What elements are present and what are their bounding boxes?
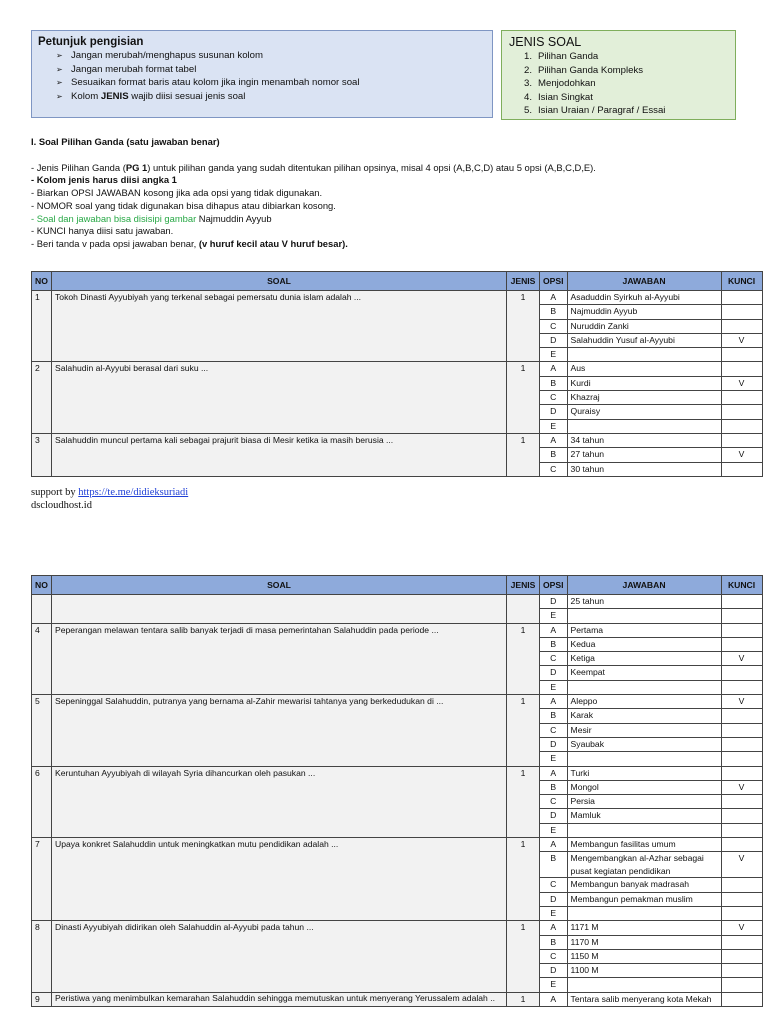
- option-letter[interactable]: A: [540, 921, 568, 935]
- option-letter[interactable]: E: [540, 348, 568, 362]
- jenis-soal-item: 2. Pilihan Ganda Kompleks: [524, 64, 644, 76]
- option-letter[interactable]: C: [540, 878, 568, 892]
- answer-text[interactable]: Asaduddin Syirkuh al-Ayyubi: [567, 291, 721, 305]
- answer-key[interactable]: [721, 809, 762, 823]
- header-no: NO: [32, 576, 52, 595]
- answer-key[interactable]: [721, 666, 762, 680]
- option-letter[interactable]: A: [540, 623, 568, 637]
- answer-key[interactable]: [721, 623, 762, 637]
- header-jenis: JENIS: [507, 272, 540, 291]
- header-opsi: OPSI: [540, 576, 568, 595]
- instructions-list: [32, 49, 492, 103]
- support-note: support by https://te.me/didieksuriadi dscloudhost.id: [31, 487, 189, 511]
- question-text[interactable]: Salahudin al-Ayyubi berasal dari suku ...: [52, 362, 507, 433]
- answer-text[interactable]: Salahuddin Yusuf al-Ayyubi: [567, 333, 721, 347]
- answer-text[interactable]: Aleppo: [567, 695, 721, 709]
- question-type[interactable]: 1: [507, 362, 540, 433]
- answer-key[interactable]: [721, 709, 762, 723]
- answer-key[interactable]: V: [721, 652, 762, 666]
- arrow-bullet-icon: ➢: [56, 51, 63, 60]
- answer-key[interactable]: [721, 405, 762, 419]
- answer-text[interactable]: 1171 M: [567, 921, 721, 935]
- question-number[interactable]: 6: [32, 766, 52, 837]
- table-row: [32, 992, 763, 1006]
- answer-key[interactable]: [721, 878, 762, 892]
- question-number[interactable]: 5: [32, 695, 52, 766]
- header-jawaban: JAWABAN: [567, 272, 721, 291]
- table-header-row: [32, 272, 763, 291]
- intro-line: - Biarkan OPSI JAWABAN kosong jika ada opsi yang tidak digunakan.: [31, 187, 323, 199]
- table-header-row: [32, 576, 763, 595]
- answer-key[interactable]: [721, 419, 762, 433]
- answer-text[interactable]: Ketiga: [567, 652, 721, 666]
- support-host: dscloudhost.id: [31, 499, 92, 511]
- intro-line: - NOMOR soal yang tidak digunakan bisa dihapus atau dibiarkan kosong.: [31, 199, 336, 211]
- answer-text[interactable]: Aus: [567, 362, 721, 376]
- intro-line: - Jenis Pilihan Ganda (PG 1) untuk pilihan ganda yang sudah ditentukan pilihan opsinya, misal 4 opsi (A,B,C,D) atau 5 opsi (A,B,C,D,E).: [31, 161, 596, 173]
- answer-key[interactable]: [721, 462, 762, 476]
- jenis-soal-item: 3. Menjodohkan: [524, 78, 596, 90]
- answer-text[interactable]: 30 tahun: [567, 462, 721, 476]
- option-letter[interactable]: D: [540, 405, 568, 419]
- answer-text[interactable]: Mengembangkan al-Azhar sebagai pusat kegiatan pendidikan: [567, 852, 721, 878]
- answer-text[interactable]: Syaubak: [567, 737, 721, 751]
- header-opsi: OPSI: [540, 272, 568, 291]
- question-number[interactable]: 4: [32, 623, 52, 694]
- answer-key[interactable]: [721, 906, 762, 920]
- arrow-bullet-icon: ➢: [56, 91, 63, 101]
- option-letter[interactable]: A: [540, 291, 568, 305]
- option-letter[interactable]: D: [540, 892, 568, 906]
- question-type[interactable]: 1: [507, 766, 540, 837]
- question-type[interactable]: 1: [507, 291, 540, 362]
- answer-key[interactable]: [721, 737, 762, 751]
- option-letter[interactable]: E: [540, 823, 568, 837]
- answer-key[interactable]: [721, 348, 762, 362]
- option-letter[interactable]: C: [540, 652, 568, 666]
- question-type[interactable]: 1: [507, 433, 540, 476]
- option-letter[interactable]: D: [540, 809, 568, 823]
- answer-text[interactable]: Turki: [567, 766, 721, 780]
- option-letter[interactable]: E: [540, 978, 568, 992]
- option-letter[interactable]: B: [540, 448, 568, 462]
- option-letter[interactable]: C: [540, 949, 568, 963]
- question-text[interactable]: Tokoh Dinasti Ayyubiyah yang terkenal sebagai pemersatu dunia islam adalah ...: [52, 291, 507, 362]
- answer-text[interactable]: Quraisy: [567, 405, 721, 419]
- question-type[interactable]: 1: [507, 838, 540, 921]
- option-letter[interactable]: D: [540, 737, 568, 751]
- jenis-soal-item: 5. Isian Uraian / Paragraf / Essai: [524, 105, 666, 117]
- answer-text[interactable]: Karak: [567, 709, 721, 723]
- answer-key[interactable]: [721, 935, 762, 949]
- answer-text[interactable]: 27 tahun: [567, 448, 721, 462]
- question-text[interactable]: Peperangan melawan tentara salib banyak terjadi di masa pemerintahan Salahuddin pada periode ...: [52, 623, 507, 694]
- table-body: [32, 595, 763, 1007]
- option-letter[interactable]: E: [540, 752, 568, 766]
- answer-key[interactable]: V: [721, 333, 762, 347]
- section-intro: [31, 136, 731, 251]
- question-type[interactable]: 1: [507, 623, 540, 694]
- option-letter[interactable]: B: [540, 780, 568, 794]
- header-soal: SOAL: [52, 576, 507, 595]
- option-letter[interactable]: B: [540, 935, 568, 949]
- answer-key[interactable]: [721, 319, 762, 333]
- option-letter[interactable]: A: [540, 838, 568, 852]
- answer-key[interactable]: V: [721, 448, 762, 462]
- option-letter[interactable]: D: [540, 666, 568, 680]
- table-body: [32, 291, 763, 477]
- answer-key[interactable]: [721, 433, 762, 447]
- answer-key[interactable]: [721, 978, 762, 992]
- answer-key[interactable]: [721, 964, 762, 978]
- answer-text[interactable]: [567, 823, 721, 837]
- option-letter[interactable]: A: [540, 433, 568, 447]
- answer-key[interactable]: [721, 391, 762, 405]
- answer-text[interactable]: Membangun pemakman muslim: [567, 892, 721, 906]
- option-letter[interactable]: A: [540, 766, 568, 780]
- question-text[interactable]: [52, 595, 507, 624]
- header-jawaban: JAWABAN: [567, 576, 721, 595]
- arrow-bullet-icon: ➢: [56, 64, 63, 74]
- question-type[interactable]: 1: [507, 921, 540, 992]
- option-letter[interactable]: D: [540, 333, 568, 347]
- option-letter[interactable]: A: [540, 695, 568, 709]
- option-letter[interactable]: D: [540, 595, 568, 609]
- answer-key[interactable]: [721, 823, 762, 837]
- instruction-item: ➢ Kolom JENIS wajib diisi sesuai jenis soal: [56, 90, 246, 102]
- answer-key[interactable]: [721, 795, 762, 809]
- jenis-soal-title: JENIS SOAL: [509, 35, 582, 49]
- answer-key[interactable]: V: [721, 852, 762, 878]
- header-kunci: KUNCI: [721, 272, 762, 291]
- answer-key[interactable]: [721, 609, 762, 623]
- answer-text[interactable]: Nuruddin Zanki: [567, 319, 721, 333]
- table-row: [32, 595, 763, 609]
- option-letter[interactable]: C: [540, 319, 568, 333]
- table-row: [32, 695, 763, 709]
- section-heading: I. Soal Pilihan Ganda (satu jawaban benar): [31, 136, 220, 147]
- answer-text[interactable]: [567, 978, 721, 992]
- answer-key[interactable]: [721, 949, 762, 963]
- question-number[interactable]: 7: [32, 838, 52, 921]
- answer-text[interactable]: Najmuddin Ayyub: [567, 305, 721, 319]
- option-letter[interactable]: B: [540, 376, 568, 390]
- question-text[interactable]: Keruntuhan Ayyubiyah di wilayah Syria dihancurkan oleh pasukan ...: [52, 766, 507, 837]
- question-number[interactable]: 2: [32, 362, 52, 433]
- answer-text[interactable]: [567, 680, 721, 694]
- intro-line: - KUNCI hanya diisi satu jawaban.: [31, 225, 174, 237]
- table-row: [32, 433, 763, 447]
- answer-text[interactable]: Membangun banyak madrasah: [567, 878, 721, 892]
- jenis-soal-list: [502, 49, 735, 118]
- table-row: [32, 362, 763, 376]
- intro-line: - Kolom jenis harus diisi angka 1: [31, 174, 177, 186]
- answer-text[interactable]: 1100 M: [567, 964, 721, 978]
- table-row: [32, 921, 763, 935]
- answer-text[interactable]: [567, 609, 721, 623]
- answer-text[interactable]: [567, 752, 721, 766]
- answer-text[interactable]: [567, 348, 721, 362]
- answer-text[interactable]: 1150 M: [567, 949, 721, 963]
- option-letter[interactable]: C: [540, 723, 568, 737]
- answer-text[interactable]: Persia: [567, 795, 721, 809]
- table-row: [32, 838, 763, 852]
- question-table-2: [31, 575, 763, 1007]
- question-type[interactable]: [507, 595, 540, 624]
- answer-text[interactable]: Khazraj: [567, 391, 721, 405]
- answer-text[interactable]: Tentara salib menyerang kota Mekah: [567, 992, 721, 1006]
- question-number[interactable]: 1: [32, 291, 52, 362]
- arrow-bullet-icon: ➢: [56, 78, 63, 87]
- answer-key[interactable]: V: [721, 780, 762, 794]
- support-link[interactable]: https://te.me/didieksuriadi: [78, 487, 189, 498]
- intro-line: - Soal dan jawaban bisa disisipi gambar Najmuddin Ayyub: [31, 212, 272, 224]
- question-table-1: [31, 271, 763, 477]
- answer-text[interactable]: [567, 906, 721, 920]
- option-letter[interactable]: E: [540, 906, 568, 920]
- option-letter[interactable]: B: [540, 709, 568, 723]
- intro-line: - Beri tanda v pada opsi jawaban benar, (v huruf kecil atau V huruf besar).: [31, 237, 348, 249]
- question-number[interactable]: 3: [32, 433, 52, 476]
- header-kunci: KUNCI: [721, 576, 762, 595]
- answer-text[interactable]: [567, 419, 721, 433]
- table-row: [32, 291, 763, 305]
- jenis-soal-item: 4. Isian Singkat: [524, 91, 593, 103]
- question-text[interactable]: Peristiwa yang menimbulkan kemarahan Salahuddin sehingga memutuskan untuk menyerang Yerussalem adalah ..: [52, 992, 507, 1006]
- question-number[interactable]: [32, 595, 52, 624]
- answer-text[interactable]: 1170 M: [567, 935, 721, 949]
- answer-text[interactable]: Membangun fasilitas umum: [567, 838, 721, 852]
- answer-text[interactable]: 25 tahun: [567, 595, 721, 609]
- question-text[interactable]: Salahuddin muncul pertama kali sebagai prajurit biasa di Mesir ketika ia masih berusia ...: [52, 433, 507, 476]
- header-soal: SOAL: [52, 272, 507, 291]
- header-no: NO: [32, 272, 52, 291]
- option-letter[interactable]: E: [540, 419, 568, 433]
- instruction-item: ➢ Sesuaikan format baris atau kolom jika ingin menambah nomor soal: [56, 77, 360, 88]
- question-text[interactable]: Dinasti Ayyubiyah didirikan oleh Salahuddin al-Ayyubi pada tahun ...: [52, 921, 507, 992]
- option-letter[interactable]: C: [540, 462, 568, 476]
- table-row: [32, 766, 763, 780]
- option-letter[interactable]: A: [540, 992, 568, 1006]
- instructions-title: Petunjuk pengisian: [38, 36, 144, 48]
- option-letter[interactable]: B: [540, 305, 568, 319]
- answer-key[interactable]: [721, 595, 762, 609]
- jenis-soal-box: [501, 30, 736, 120]
- question-type[interactable]: 1: [507, 695, 540, 766]
- option-letter[interactable]: D: [540, 964, 568, 978]
- instruction-item: ➢ Jangan merubah format tabel: [56, 63, 197, 75]
- question-number[interactable]: 9: [32, 992, 52, 1006]
- answer-key[interactable]: [721, 992, 762, 1006]
- answer-key[interactable]: V: [721, 921, 762, 935]
- answer-key[interactable]: V: [721, 695, 762, 709]
- question-text[interactable]: Sepeninggal Salahuddin, putranya yang bernama al-Zahir mewarisi tahtanya yang berkedudukan di ...: [52, 695, 507, 766]
- answer-text[interactable]: Kurdi: [567, 376, 721, 390]
- answer-text[interactable]: Mongol: [567, 780, 721, 794]
- option-letter[interactable]: E: [540, 680, 568, 694]
- answer-key[interactable]: V: [721, 376, 762, 390]
- option-letter[interactable]: C: [540, 795, 568, 809]
- answer-text[interactable]: Mesir: [567, 723, 721, 737]
- instruction-item: ➢ Jangan merubah/menghapus susunan kolom: [56, 50, 264, 61]
- answer-key[interactable]: [721, 752, 762, 766]
- question-text[interactable]: Upaya konkret Salahuddin untuk meningkatkan mutu pendidikan adalah ...: [52, 838, 507, 921]
- jenis-soal-item: 1. Pilihan Ganda: [524, 51, 599, 62]
- question-type[interactable]: 1: [507, 992, 540, 1006]
- answer-key[interactable]: [721, 291, 762, 305]
- answer-key[interactable]: [721, 892, 762, 906]
- option-letter[interactable]: B: [540, 637, 568, 651]
- option-letter[interactable]: E: [540, 609, 568, 623]
- answer-key[interactable]: [721, 838, 762, 852]
- instructions-box: [31, 30, 493, 118]
- option-letter[interactable]: A: [540, 362, 568, 376]
- table-row: [32, 623, 763, 637]
- answer-text[interactable]: Mamluk: [567, 809, 721, 823]
- answer-text[interactable]: Kedua: [567, 637, 721, 651]
- answer-key[interactable]: [721, 680, 762, 694]
- answer-text[interactable]: Keempat: [567, 666, 721, 680]
- answer-key[interactable]: [721, 766, 762, 780]
- option-letter[interactable]: C: [540, 391, 568, 405]
- answer-key[interactable]: [721, 362, 762, 376]
- answer-key[interactable]: [721, 723, 762, 737]
- answer-key[interactable]: [721, 637, 762, 651]
- answer-text[interactable]: Pertama: [567, 623, 721, 637]
- option-letter[interactable]: B: [540, 852, 568, 878]
- question-number[interactable]: 8: [32, 921, 52, 992]
- answer-key[interactable]: [721, 305, 762, 319]
- header-jenis: JENIS: [507, 576, 540, 595]
- answer-text[interactable]: 34 tahun: [567, 433, 721, 447]
